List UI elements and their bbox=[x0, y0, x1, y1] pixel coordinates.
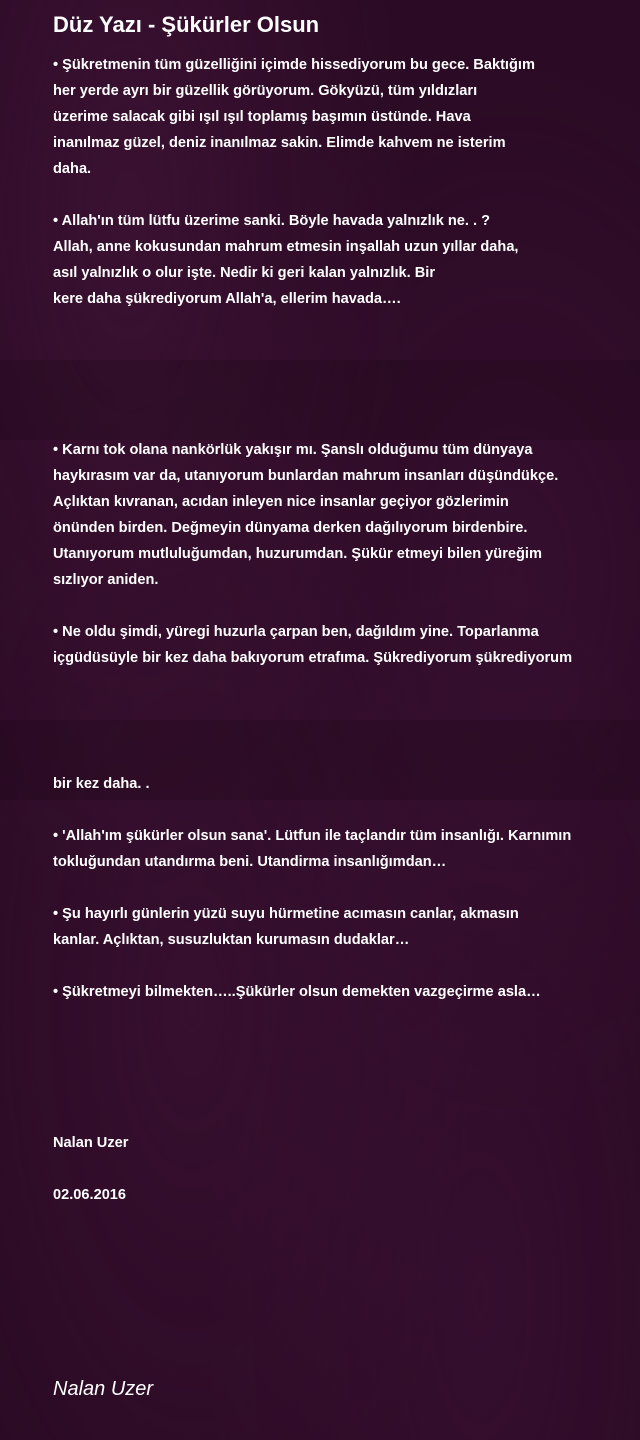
paragraph-1: • Şükretmenin tüm güzelliğini içimde hissediyorum bu gece. Baktığım her yerde ayrı bir güzellik görüyorum. Gökyüzü, tüm yıldızları üzerime salacak gibi ışıl ışıl toplamış başımın üstünde. Hava inanılmaz güzel, deniz inanılmaz sakin. Elimde kahvem ne isterim daha. bbox=[53, 57, 535, 177]
background-band-1 bbox=[0, 360, 640, 440]
author-signature: Nalan Uzer bbox=[53, 1378, 154, 1400]
author-name: Nalan Uzer bbox=[53, 1135, 129, 1151]
paragraph-8: • Şükretmeyi bilmekten…..Şükürler olsun demekten vazgeçirme asla… bbox=[53, 984, 541, 1000]
paragraph-7: • Şu hayırlı günlerin yüzü suyu hürmetine acımasın canlar, akmasın kanlar. Açlıktan, susuzluktan kurumasın dudaklar… bbox=[53, 906, 519, 948]
page-title: Düz Yazı - Şükürler Olsun bbox=[53, 12, 320, 37]
paragraph-2: • Allah'ın tüm lütfu üzerime sanki. Böyle havada yalnızlık ne. . ? Allah, anne kokusundan mahrum etmesin inşallah uzun yıllar daha, asıl yalnızlık o olur işte. Nedir ki geri kalan yalnızlık. Bir kere daha şükrediyorum Allah'a, ellerim havada…. bbox=[53, 213, 519, 307]
paragraph-5: bir kez daha. . bbox=[53, 776, 150, 792]
publish-date: 02.06.2016 bbox=[53, 1187, 127, 1203]
paragraph-4: • Ne oldu şimdi, yüregi huzurla çarpan ben, dağıldım yine. Toparlanma içgüdüsüyle bir kez daha bakıyorum etrafıma. Şükrediyorum şükrediyorum bbox=[53, 624, 573, 666]
paragraph-3: • Karnı tok olana nankörlük yakışır mı. Şanslı olduğumu tüm dünyaya haykırasım var da, utanıyorum bunlardan mahrum insanları düşündükçe. Açlıktan kıvranan, acıdan inleyen nice insanlar geçiyor gözlerimin önünden birden. Değmeyin dünyama derken dağılıyorum birdenbire. Utanıyorum mutluluğumdan, huzurumdan. Şükür etmeyi bilen yüreğim sızlıyor aniden. bbox=[53, 442, 559, 588]
paragraph-6: • 'Allah'ım şükürler olsun sana'. Lütfun ile taçlandır tüm insanlığı. Karnımın tokluğundan utandırma beni. Utandirma insanlığımdan… bbox=[53, 828, 572, 870]
